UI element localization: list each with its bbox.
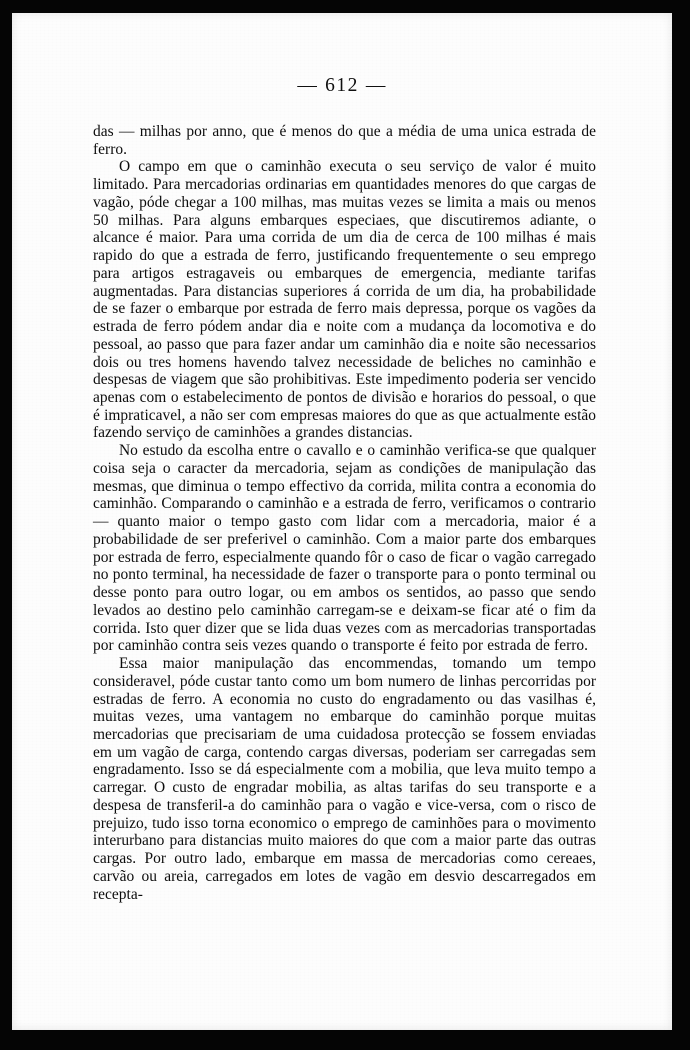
page-number-dash-right: —	[365, 75, 387, 96]
page-number-dash-left: —	[297, 75, 319, 96]
paragraph: O campo em que o caminhão executa o seu serviço de valor é muito limitado. Para mercadorias ordinarias em quantidades menores do que cargas de vagão, póde chegar a 100 milhas, mas muitas vezes se limita a mais ou menos 50 milhas. Para alguns embarques especiaes, que discutiremos adiante, o alcance é maior. Para uma corrida de um dia de cerca de 100 milhas é mais rapido do que a estrada de ferro, justificando frequentemente o seu emprego para artigos estragaveis ou embarques de emergencia, mediante tarifas augmentadas. Para distancias superiores á corrida de um dia, ha probabilidade de se fazer o embarque por estrada de ferro mais depressa, porque os vagões da estrada de ferro pódem andar dia e noite com a mudança da locomotiva e do pessoal, ao passo que para fazer andar um caminhão dia e noite são necessarios dois ou tres homens havendo talvez necessidade de beliches no caminhão e despesas de viagem que são prohibitivas. Este impedimento poderia ser vencido apenas com o estabelecimento de pontos de divisão e horarios do pessoal, o que é impraticavel, a não ser com empresas maiores do que as que actualmente estão fazendo serviço de caminhões a grandes distancias.	[93, 158, 596, 442]
page-number: 612	[325, 75, 359, 96]
paragraph: No estudo da escolha entre o cavallo e o caminhão verifica-se que qualquer coisa seja o caracter da mercadoria, sejam as condições de manipulação das mesmas, que diminua o tempo effectivo da corrida, milita contra a economia do caminhão. Comparando o caminhão e a estrada de ferro, verificamos o contrario — quanto maior o tempo gasto com lidar com a mercadoria, maior é a probabilidade de ser preferivel o caminhão. Com a maior parte dos embarques por estrada de ferro, especialmente quando fôr o caso de ficar o vagão carregado no ponto terminal, ha necessidade de fazer o transporte para o ponto terminal ou desse ponto para outro logar, ou em ambos os sentidos, ao passo que sendo levados ao destino pelo caminhão carregam-se e deixam-se ficar até o fim da corrida. Isto quer dizer que se lida duas vezes com as mercadorias transportadas por caminhão contra seis vezes quando o transporte é feito por estrada de ferro.	[93, 442, 596, 655]
page-number-header	[12, 75, 672, 97]
paragraph-continuation: das — milhas por anno, que é menos do que a média de uma unica estrada de ferro.	[93, 123, 596, 158]
page-content-area	[12, 13, 672, 1030]
document-page	[12, 13, 672, 1030]
body-text-column	[93, 123, 596, 903]
paragraph: Essa maior manipulação das encommendas, tomando um tempo consideravel, póde custar tanto como um bom numero de linhas percorridas por estradas de ferro. A economia no custo do engradamento ou das vasilhas é, muitas vezes, uma vantagem no embarque do caminhão porque muitas mercadorias que precisariam de uma cuidadosa protecção se fossem enviadas em um vagão de carga, contendo cargas diversas, poderiam ser carregadas sem engradamento. Isso se dá especialmente com a mobilia, que leva muito tempo a carregar. O custo de engradar mobilia, as altas tarifas do seu transporte e a despesa de transferil-a do caminhão para o vagão e vice-versa, com o risco de prejuizo, tudo isso torna economico o emprego de caminhões para o movimento interurbano para distancias muito maiores do que com a maior parte das outras cargas. Por outro lado, embarque em massa de mercadorias como cereaes, carvão ou areia, carregados em lotes de vagão em desvio descarregados em recepta-	[93, 655, 596, 903]
